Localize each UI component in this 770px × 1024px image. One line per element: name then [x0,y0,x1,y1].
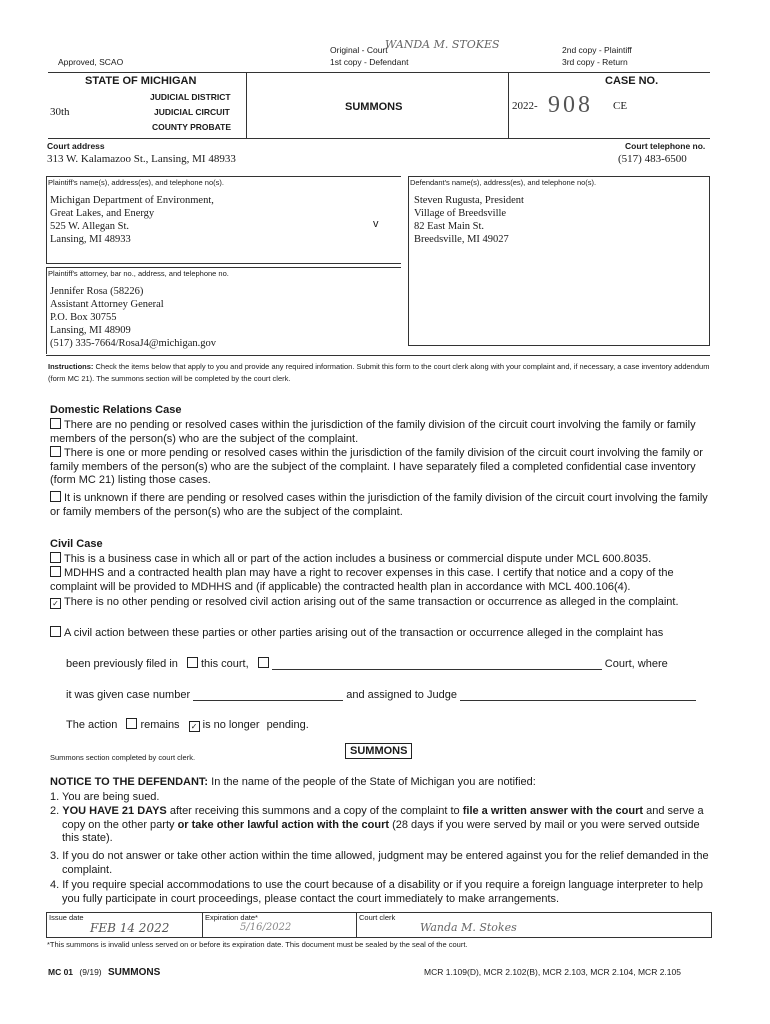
plaintiff-info: Michigan Department of Environment, Great Lakes, and Energy 525 W. Allegan St. Lansing, MI 48933 [50,195,214,245]
court-address-label: Court address [47,141,105,151]
checkbox[interactable] [258,657,269,668]
copy-defendant: 1st copy - Defendant [330,57,409,67]
checkbox[interactable] [50,491,61,502]
expiration-label: Expiration date* [205,913,258,922]
summons-label: SUMMONS [345,743,412,759]
civil-option-previous[interactable]: A civil action between these parties or other parties arising out of the transaction or occurrence alleged in the complaint has [50,626,715,641]
case-suffix: CE [613,100,628,112]
plaintiff-label: Plaintiff's name(s), address(es), and telephone no(s). [48,178,224,187]
clerk-label: Court clerk [359,913,396,922]
issue-date: FEB 14 2022 [90,921,170,935]
notice-item-2: 2. YOU HAVE 21 DAYS after receiving this summons and a copy of the complaint to file a written answer with the court and serve a copy on the other party or take other lawful action with the court (28 days if you were served by mail or you were served outside this state). [50,805,704,844]
civil-heading: Civil Case [50,538,103,550]
defendant-label: Defendant's name(s), address(es), and telephone no(s). [410,178,597,187]
notice-item-3: 3. If you do not answer or take other action within the time allowed, judgment may be entered against you for the relief demanded in the complaint. [50,850,709,876]
domestic-option-2[interactable]: There is one or more pending or resolved cases within the jurisdiction of the family division of the circuit court involving the family or family members of the person(s) who are the subject of the complaint. I have separately filed a completed confidential case inventory (form MC 21) listing those cases. [50,447,703,486]
court-name-field[interactable] [272,669,602,670]
attorney-info: Jennifer Rosa (58226) Assistant Attorney General P.O. Box 30755 Lansing, MI 48909 (517) 335-7664/RosaJ4@michigan.gov [50,286,216,349]
checkbox[interactable] [50,446,61,457]
civil-option-no-other[interactable]: ✓ There is no other pending or resolved civil action arising out of the same transaction or occurrence as alleged in the complaint. [50,596,715,610]
checkbox[interactable] [50,418,61,429]
notice-intro: NOTICE TO THE DEFENDANT: In the name of the people of the State of Michigan you are notified: [50,776,536,788]
clerk-section-note: Summons section completed by court clerk. [50,753,196,762]
case-year: 2022- [512,100,538,112]
court-phone: (517) 483-6500 [618,153,687,165]
domestic-option-3[interactable]: It is unknown if there are pending or resolved cases within the jurisdiction of the family division of the circuit court involving the family or family members of the person(s) who are the subject of the complaint. [50,492,708,518]
court-address: 313 W. Kalamazoo St., Lansing, MI 48933 [47,153,236,165]
circuit-number: 30th [50,106,70,118]
checkbox[interactable] [50,566,61,577]
checkbox[interactable] [50,552,61,563]
checkbox[interactable] [187,657,198,668]
clerk-signature: Wanda M. Stokes [420,921,517,934]
case-no-label: CASE NO. [605,75,659,87]
expiration-date: 5/16/2022 [240,922,292,933]
civil-option-business[interactable]: This is a business case in which all or part of the action includes a business or commercial dispute under MCL 600.8035. [50,552,715,567]
form-footer-id: MC 01 (9/19) SUMMONS [48,967,161,978]
judicial-circuit-label: JUDICIAL CIRCUIT [154,107,230,117]
attorney-label: Plaintiff's attorney, bar no., address, and telephone no. [48,269,229,278]
checkbox[interactable] [126,718,137,729]
copy-original: Original - Court [330,45,388,55]
instructions: Instructions: Check the items below that apply to you and provide any required information. Submit this form to the court clerk along with your complaint and, if necessary, a case inventory addendum (form MC 21). The summons section will be completed by the court clerk. [48,362,710,383]
clerk-stamp: WANDA M. STOKES [385,38,500,51]
action-status-line: The action remains ✓ is no longer pending. [66,719,309,731]
defendant-info: Steven Rugusta, President Village of Breedsville 82 East Main St. Breedsville, MI 49027 [414,195,524,245]
copy-plaintiff: 2nd copy - Plaintiff [562,45,632,55]
court-phone-label: Court telephone no. [625,141,706,151]
approved-label: Approved, SCAO [58,57,124,67]
previous-filing-line: been previously filed in this court, Court, where [66,658,668,670]
issue-date-label: Issue date [49,913,84,922]
court-rules: MCR 1.109(D), MCR 2.102(B), MCR 2.103, MCR 2.104, MCR 2.105 [424,967,681,977]
copy-return: 3rd copy - Return [562,57,628,67]
case-number-line: it was given case number and assigned to Judge [66,689,716,701]
prior-case-number-field[interactable] [193,700,343,701]
checkbox[interactable] [50,626,61,637]
domestic-option-1[interactable]: There are no pending or resolved cases within the jurisdiction of the family division of the circuit court involving the family or family members of the person(s) who are the subject of the complaint. [50,419,696,445]
state-heading: STATE OF MICHIGAN [85,75,197,87]
footnote: *This summons is invalid unless served on or before its expiration date. This document must be sealed by the seal of the court. [47,940,468,949]
checkbox-checked[interactable]: ✓ [50,598,61,609]
notice-item-1: 1. You are being sued. [50,791,160,803]
case-number: 908 [548,92,593,118]
domestic-heading: Domestic Relations Case [50,404,182,416]
notice-item-4: 4. If you require special accommodations to use the court because of a disability or if you require a foreign language interpreter to help you fully participate in court proceedings, please contact the court immediately to make arrangements. [50,879,704,905]
checkbox-checked[interactable]: ✓ [189,721,200,732]
judge-field[interactable] [460,700,696,701]
form-title: SUMMONS [345,101,403,113]
judicial-district-label: JUDICIAL DISTRICT [150,92,231,102]
civil-option-mdhhs[interactable]: MDHHS and a contracted health plan may have a right to recover expenses in this case. I certify that notice and a copy of the complaint will be provided to MDHHS and (if applicable) the contracted health plan in accordance with MCL 400.106(4). [50,567,674,593]
county-probate-label: COUNTY PROBATE [152,122,232,132]
versus: v [373,218,379,230]
